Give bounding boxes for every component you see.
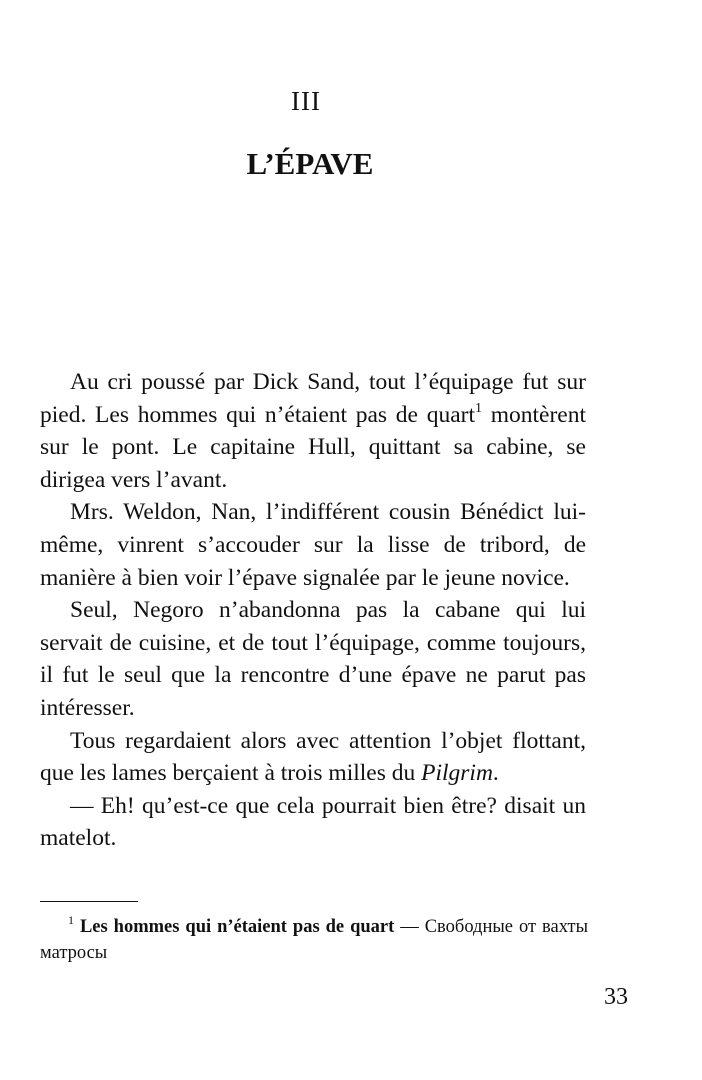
footnote xyxy=(40,914,588,966)
paragraph-4 xyxy=(40,725,586,790)
body-text xyxy=(40,366,586,855)
paragraph-1-text-cont: montèrent sur le pont. Le capitaine Hull, quittant sa cabine, se dirigea vers l’avant. xyxy=(40,401,586,493)
footnote-divider xyxy=(40,901,138,902)
footnote-translation: Свободные от вахты матросы xyxy=(40,917,588,963)
chapter-number: III xyxy=(291,86,321,116)
footnote-reference: 1 xyxy=(474,400,482,416)
ship-name: Pilgrim xyxy=(421,760,493,787)
paragraph-1-text: Au cri poussé par Dick Sand, tout l’équipage fut sur pied. Les hommes qui n’étaient pas de quart xyxy=(40,369,586,428)
paragraph-4-text: Tous regardaient alors avec attention l’objet flottant, que les lames berçaient à trois milles du xyxy=(40,727,586,787)
paragraph-3: Seul, Negoro n’abandonna pas la cabane qui lui servait de cuisine, et de tout l’équipage, comme toujours, il fut le seul que la rencontre d’une épave ne parut pas intéresser. xyxy=(40,597,586,721)
footnote-term: Les hommes qui n’étaient pas de quart xyxy=(79,917,395,937)
page-number: 33 xyxy=(604,984,628,1010)
paragraph-5: — Eh! qu’est-ce que cela pourrait bien être? disait un matelot. xyxy=(40,792,586,852)
paragraph-2: Mrs. Weldon, Nan, l’indifférent cousin Bénédict lui-même, vinrent s’accouder sur la lisse de tribord, de manière à bien voir l’épave signalée par le jeune novice. xyxy=(40,499,586,591)
paragraph-1 xyxy=(40,366,586,496)
footnote-dash: — xyxy=(394,917,425,937)
footnote-marker: 1 xyxy=(68,913,74,927)
chapter-title: L’ÉPAVE xyxy=(246,146,374,181)
paragraph-4-punct: . xyxy=(492,760,499,787)
